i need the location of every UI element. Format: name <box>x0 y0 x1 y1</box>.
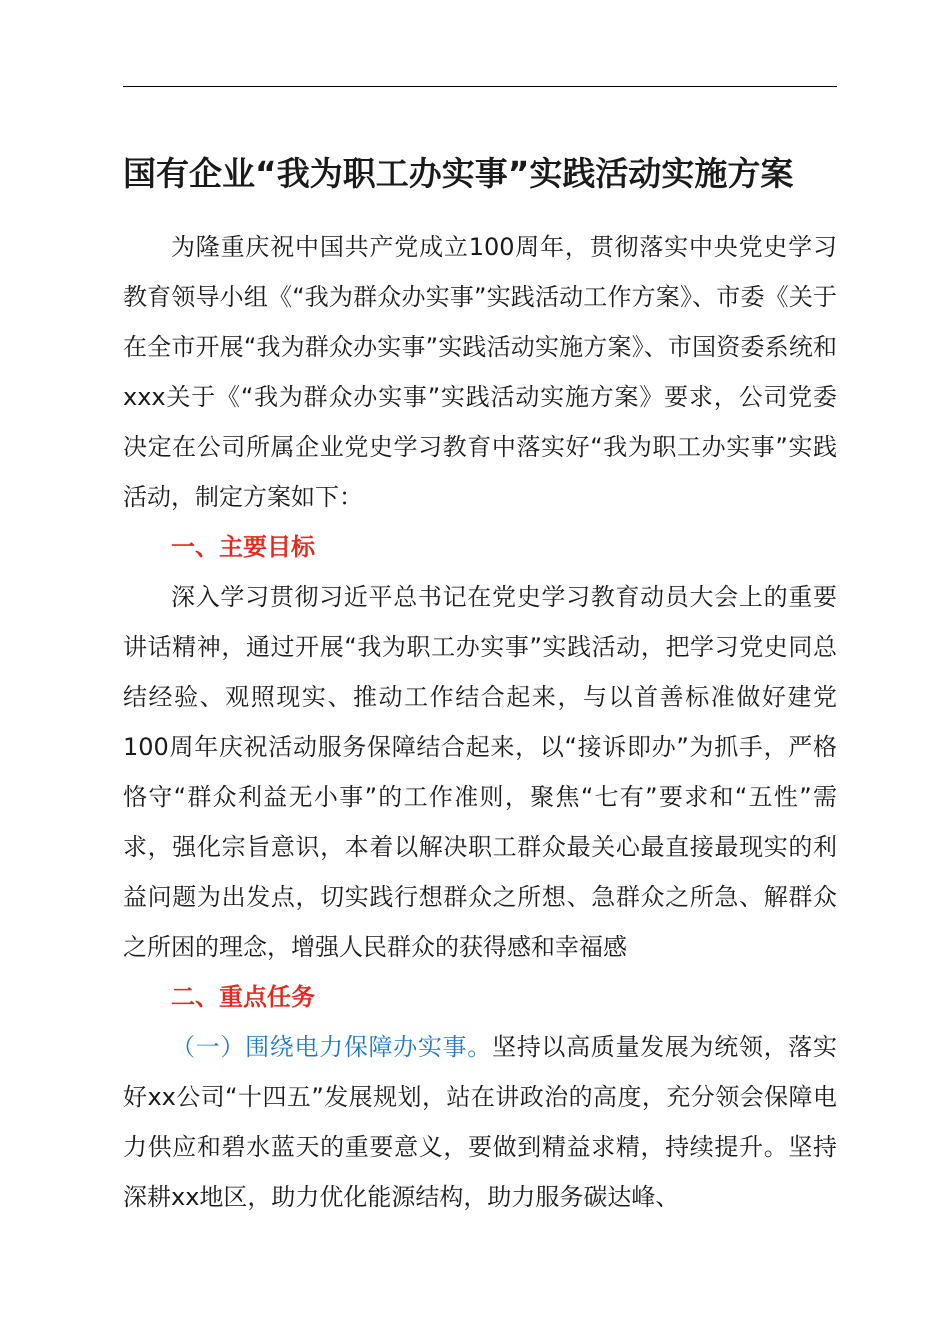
section-heading-goals: 一、主要目标 <box>171 533 315 561</box>
header-rule <box>123 86 837 87</box>
goals-paragraph: 深入学习贯彻习近平总书记在党史学习教育动员大会上的重要讲话精神，通过开展“我为职工办实事”实践活动，把学习党史同总结经验、观照现实、推动工作结合起来，与以首善标准做好建党100周年庆祝活动服务保障结合起来，以“接诉即办”为抓手，严格恪守“群众利益无小事”的工作准则，聚焦“七有”要求和“五性”需求，强化宗旨意识，本着以解决职工群众最关心最直接最现实的利益问题为出发点，切实践行想群众之所想、急群众之所急、解群众之所困的理念，增强人民群众的获得感和幸福感 <box>123 583 837 961</box>
document-title: 国有企业“我为职工办实事”实践活动实施方案 <box>123 154 794 193</box>
task-item-paragraph <box>123 1022 837 1222</box>
subsection-heading-power: （一）围绕电力保障办实事。 <box>171 1033 492 1061</box>
task-item-text: 坚持以高质量发展为统领，落实好xx公司“十四五”发展规划，站在讲政治的高度，充分领会保障电力供应和碧水蓝天的重要意义，要做到精益求精，持续提升。坚持深耕xx地区，助力优化能源结构，助力服务碳达峰、 <box>123 1033 837 1211</box>
intro-paragraph: 为隆重庆祝中国共产党成立100周年，贯彻落实中央党史学习教育领导小组《“我为群众办实事”实践活动工作方案》、市委《关于在全市开展“我为群众办实事”实践活动实施方案》、市国资委系统和xxx关于《“我为群众办实事”实践活动实施方案》要求，公司党委决定在公司所属企业党史学习教育中落实好“我为职工办实事”实践活动，制定方案如下： <box>123 233 837 511</box>
section-heading-tasks: 二、重点任务 <box>171 983 315 1011</box>
document-body <box>123 222 837 1222</box>
